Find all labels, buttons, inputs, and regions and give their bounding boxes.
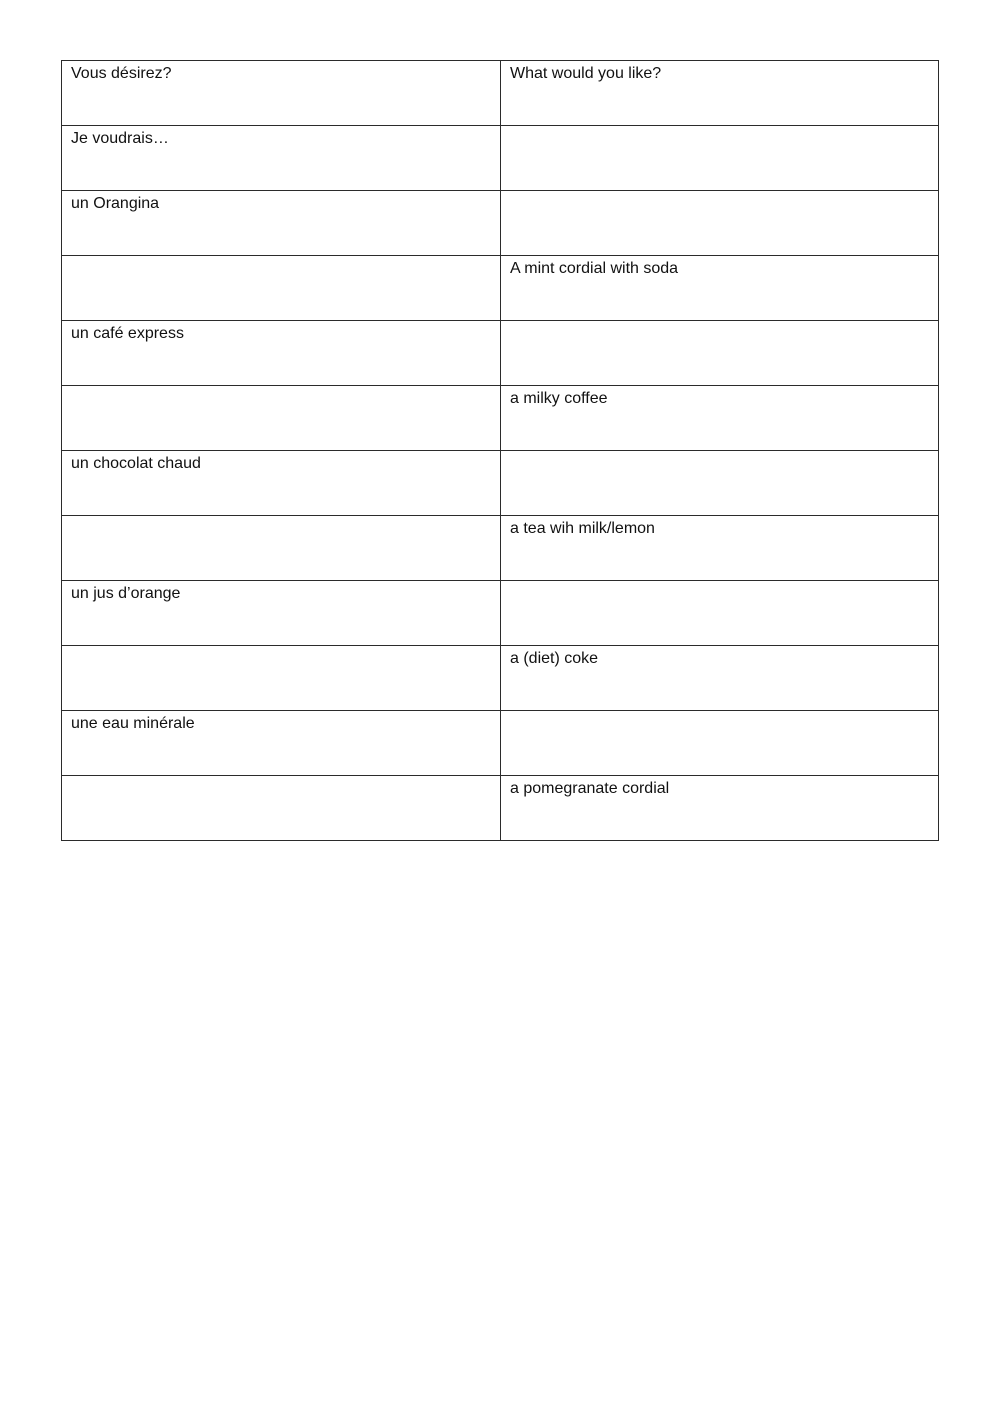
table-row: [62, 191, 939, 256]
english-cell: What would you like?: [501, 61, 939, 126]
english-cell: [501, 711, 939, 776]
table-row: [62, 61, 939, 126]
english-cell: [501, 321, 939, 386]
table-row: [62, 646, 939, 711]
english-cell: [501, 191, 939, 256]
french-cell: un jus d’orange: [62, 581, 501, 646]
table-row: [62, 321, 939, 386]
french-cell: Vous désirez?: [62, 61, 501, 126]
table-row: [62, 711, 939, 776]
table-row: [62, 256, 939, 321]
french-cell: un chocolat chaud: [62, 451, 501, 516]
table-row: [62, 581, 939, 646]
french-cell: [62, 256, 501, 321]
french-cell: [62, 646, 501, 711]
english-cell: A mint cordial with soda: [501, 256, 939, 321]
french-cell: [62, 516, 501, 581]
table-row: [62, 516, 939, 581]
english-cell: [501, 451, 939, 516]
french-cell: Je voudrais…: [62, 126, 501, 191]
english-cell: [501, 126, 939, 191]
french-cell: un café express: [62, 321, 501, 386]
table-row: [62, 126, 939, 191]
french-cell: une eau minérale: [62, 711, 501, 776]
table-row: [62, 451, 939, 516]
table-row: [62, 386, 939, 451]
table-row: [62, 776, 939, 841]
english-cell: [501, 581, 939, 646]
vocabulary-table: [61, 60, 939, 841]
english-cell: a milky coffee: [501, 386, 939, 451]
english-cell: a (diet) coke: [501, 646, 939, 711]
english-cell: a pomegranate cordial: [501, 776, 939, 841]
french-cell: [62, 776, 501, 841]
french-cell: un Orangina: [62, 191, 501, 256]
french-cell: [62, 386, 501, 451]
english-cell: a tea wih milk/lemon: [501, 516, 939, 581]
